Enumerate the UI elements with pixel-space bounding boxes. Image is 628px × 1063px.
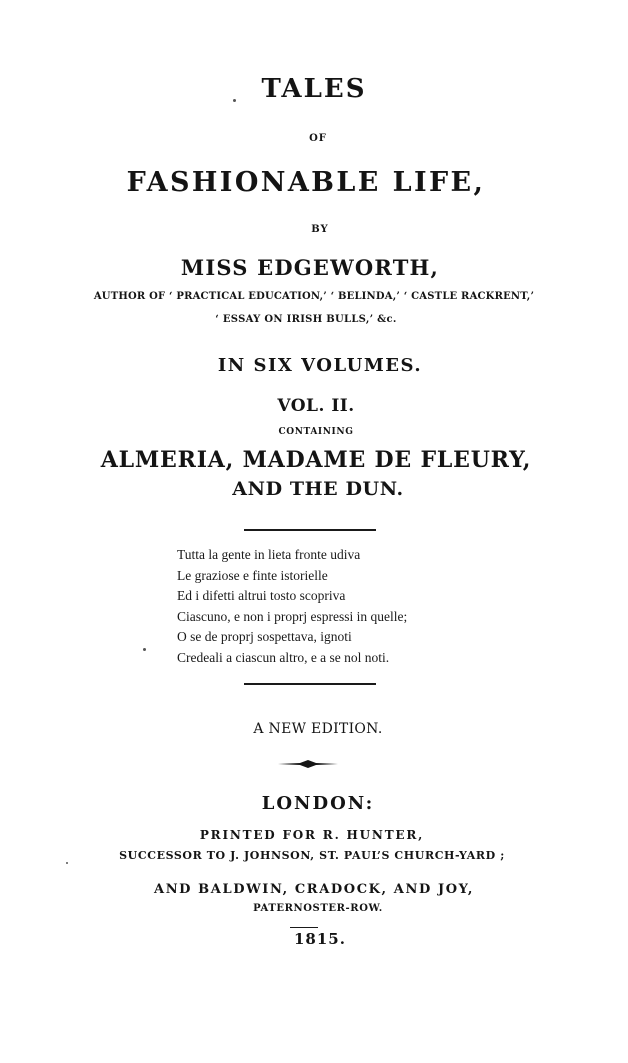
ornament-divider-icon	[278, 759, 338, 769]
stories-line-1: ALMERIA, MADAME DE FLEURY,	[100, 447, 532, 473]
author-works-line-1: AUTHOR OF ‘ PRACTICAL EDUCATION,’ ‘ BELINDA,’ ‘ CASTLE RACKRENT,’	[93, 291, 535, 302]
author-name: MISS EDGEWORTH,	[180, 255, 440, 280]
imprint-city: LONDON:	[261, 793, 375, 814]
epigraph-top-rule	[244, 529, 376, 531]
publication-year: 1815.	[294, 930, 346, 948]
containing-label: CONTAINING	[278, 427, 354, 437]
imprint-address: PATERNOSTER-ROW.	[253, 903, 383, 914]
epigraph-line: Le graziose e finte istorielle	[177, 567, 328, 583]
author-works-line-2: ‘ ESSAY ON IRISH BULLS,’ &c.	[215, 314, 397, 325]
epigraph	[177, 545, 407, 669]
imprint-printer: PRINTED FOR R. HUNTER,	[199, 828, 425, 842]
edition-label: A NEW EDITION.	[253, 721, 383, 737]
imprint-successor: SUCCESSOR TO J. JOHNSON, ST. PAUL’S CHURCH-YARD ;	[119, 849, 505, 862]
volume-count: IN SIX VOLUMES.	[217, 355, 423, 376]
title-connector-of: OF	[309, 133, 327, 144]
ink-speck	[143, 648, 146, 651]
by-label: BY	[311, 224, 329, 235]
volume-number: VOL. II.	[277, 396, 355, 416]
ink-speck	[233, 99, 236, 102]
epigraph-line: Ed i difetti altrui tosto scopriva	[177, 588, 346, 604]
imprint-publishers: AND BALDWIN, CRADOCK, AND JOY,	[154, 882, 474, 897]
epigraph-line: Tutta la gente in lieta fronte udiva	[177, 547, 361, 562]
book-subtitle: FASHIONABLE LIFE,	[126, 167, 486, 198]
book-title: TALES	[261, 74, 367, 104]
epigraph-line: Credeali a ciascun altro, e a se nol noti.	[177, 649, 390, 665]
epigraph-line: Ciascuno, e non i proprj espressi in quelle;	[177, 608, 408, 624]
ink-speck	[66, 862, 68, 864]
stories-line-2: AND THE DUN.	[232, 478, 404, 500]
epigraph-bottom-rule	[244, 683, 376, 685]
year-rule	[290, 927, 318, 928]
epigraph-line: O se de proprj sospettava, ignoti	[177, 629, 352, 645]
